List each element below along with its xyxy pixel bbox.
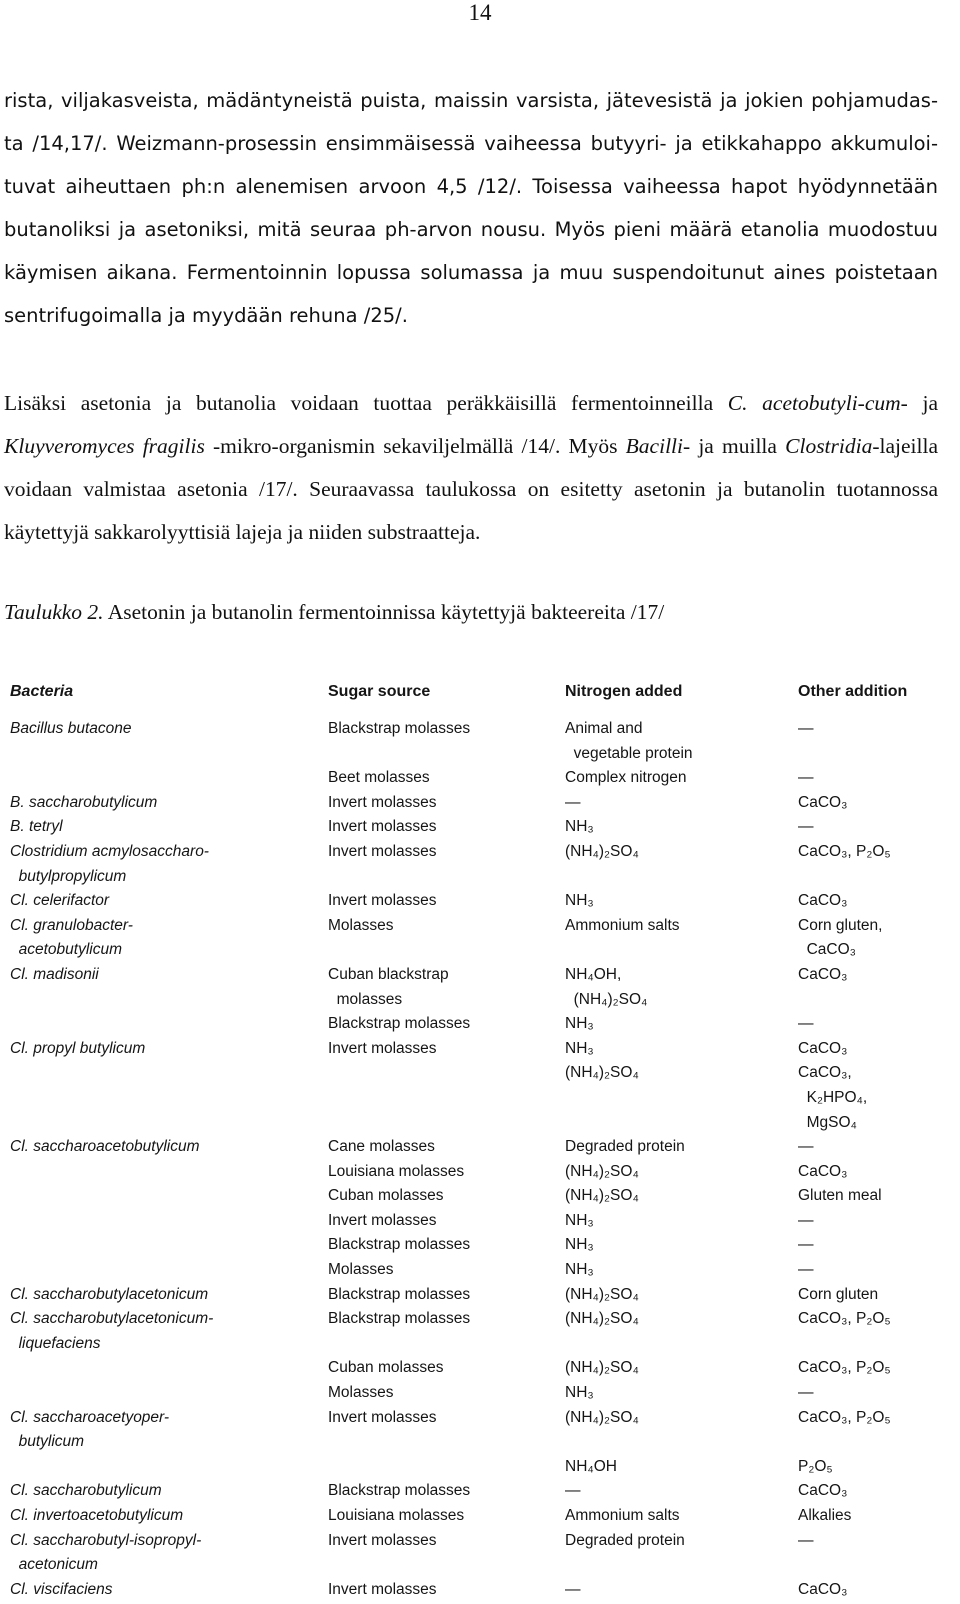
table-caption [4,594,938,630]
cell-sugar-source: Invert molasses [328,892,437,910]
cell-sugar-source: Cuban molasses [328,1359,444,1377]
text-segment: ja [907,391,938,415]
cell-other-addition: — [798,1138,814,1156]
cell-nitrogen-added: (NH₄)₂SO₄ [565,1285,639,1303]
table-row [10,1406,940,1455]
cell-nitrogen-added: — [565,1580,581,1598]
cell-nitrogen-added: NH₃ [565,818,594,836]
italic-term: Kluyveromyces fragilis [4,434,205,458]
text-segment: ja muilla [690,434,786,458]
cell-sugar-source: Blackstrap molasses [328,1236,471,1254]
cell-bacteria: Cl. saccharobutylacetonicum- liquefaciens [10,1310,214,1352]
cell-sugar-source: Blackstrap molasses [328,1482,471,1500]
table-row [10,1283,940,1308]
table-body [10,717,940,1602]
cell-sugar-source: Invert molasses [328,818,437,836]
cell-bacteria: Cl. saccharobutyl-isopropyl- acetonicum [10,1531,202,1574]
cell-bacteria [10,1233,328,1258]
cell-other-addition: — [798,818,814,836]
table-row [10,1209,940,1234]
cell-bacteria: Cl. granulobacter- acetobutylicum [10,916,133,959]
cell-bacteria: Cl. viscifaciens [10,1580,113,1598]
cell-nitrogen-added: — [565,793,581,811]
table-row [10,914,940,963]
cell-other-addition: CaCO₃ [798,1580,848,1598]
cell-nitrogen-added: (NH₄)₂SO₄ [565,842,639,860]
cell-other-addition: CaCO₃ [798,1039,848,1057]
cell-nitrogen-added: (NH₄)₂SO₄ [565,1162,639,1180]
cell-sugar-source [328,1061,565,1135]
cell-sugar-source: Invert molasses [328,1580,437,1598]
table-header-row [10,683,940,717]
cell-bacteria: Clostridium acmylosaccharo- butylpropylicum [10,842,209,885]
cell-nitrogen-added: NH₃ [565,1236,594,1254]
cell-bacteria [10,1258,328,1283]
cell-bacteria: Cl. madisonii [10,965,99,983]
cell-bacteria [10,766,328,791]
cell-other-addition: CaCO₃ [798,965,848,983]
cell-other-addition: — [798,769,814,787]
cell-other-addition: CaCO₃ [798,892,848,910]
cell-nitrogen-added: NH₃ [565,1384,594,1402]
text-segment: Lisäksi asetonia ja butanolia voidaan tuottaa peräkkäisillä fermentoinneilla [4,391,728,415]
cell-nitrogen-added: NH₃ [565,1015,594,1033]
text-segment: rista, viljakasveista, mädäntyneistä puista, maissin varsista, jätevesistä ja jokien pohjamudas-ta /14,17/. Weizmann-prosessin ensimmäisessä vaiheessa butyyri- ja etikkahappo akkumuloi-tuvat aiheuttaen ph:n alenemisen arvoon 4,5 /12/. Toisessa vaiheessa hapot hyödynnetään butanoliksi ja asetoniksi, mitä seuraa ph-arvon nousu. Myös pieni määrä etanolia muodostuu käymisen aikana. Fermentoinnin lopussa solumassa ja muu suspendoitunut aines poistetaan sentrifugoimalla ja myydään rehuna /25/. [4,89,938,327]
cell-bacteria [10,1012,328,1037]
cell-nitrogen-added: Ammonium salts [565,1507,680,1524]
table-row [10,766,940,791]
cell-bacteria [10,1184,328,1209]
table-row [10,1184,940,1209]
cell-nitrogen-added: Degraded protein [565,1138,685,1156]
cell-other-addition: Corn gluten [798,1285,879,1303]
cell-sugar-source: Cuban molasses [328,1187,444,1205]
table-row [10,1160,940,1185]
table-row [10,1455,940,1480]
cell-other-addition: Corn gluten, CaCO₃ [798,916,883,959]
cell-sugar-source: Molasses [328,1384,394,1402]
cell-bacteria: Cl. celerifactor [10,892,110,910]
cell-other-addition: CaCO₃, P₂O₅ [798,842,891,860]
cell-sugar-source: Blackstrap molasses [328,1310,471,1328]
cell-sugar-source: Blackstrap molasses [328,1285,471,1303]
cell-nitrogen-added: NH₃ [565,892,594,910]
cell-sugar-source: Louisiana molasses [328,1507,465,1524]
cell-nitrogen-added: (NH₄)₂SO₄ [565,1064,639,1082]
cell-sugar-source: Beet molasses [328,769,430,787]
cell-sugar-source: Invert molasses [328,793,437,811]
cell-bacteria: Cl. saccharobutylicum [10,1482,162,1500]
cell-bacteria: Cl. propyl butylicum [10,1039,146,1057]
cell-nitrogen-added: NH₄OH [565,1457,617,1475]
cell-bacteria [10,1356,328,1381]
cell-other-addition: CaCO₃ [798,793,848,811]
paragraph-2 [4,382,938,554]
table-row [10,1258,940,1283]
cell-bacteria [10,1455,328,1480]
cell-other-addition: CaCO₃, P₂O₅ [798,1359,891,1377]
cell-other-addition: P₂O₅ [798,1457,833,1475]
table-row [10,815,940,840]
cell-sugar-source: Invert molasses [328,1408,437,1426]
table-row [10,791,940,816]
cell-bacteria: B. saccharobutylicum [10,793,158,811]
table-caption-label: Taulukko 2. [4,600,104,624]
table-row [10,1012,940,1037]
cell-nitrogen-added: (NH₄)₂SO₄ [565,1310,639,1328]
table-row [10,1529,940,1578]
cell-sugar-source: Cane molasses [328,1138,435,1156]
table-row [10,1233,940,1258]
cell-other-addition: — [798,720,814,737]
cell-sugar-source [328,1455,565,1480]
cell-nitrogen-added: NH₃ [565,1039,594,1057]
cell-other-addition: — [798,1236,814,1254]
cell-bacteria [10,1381,328,1406]
cell-other-addition: CaCO₃ [798,1482,848,1500]
cell-other-addition: CaCO₃, K₂HPO₄, MgSO₄ [798,1064,868,1131]
cell-nitrogen-added: (NH₄)₂SO₄ [565,1359,639,1377]
cell-nitrogen-added: Ammonium salts [565,916,680,934]
cell-other-addition: CaCO₃ [798,1162,848,1180]
table-row [10,1479,940,1504]
cell-bacteria: Cl. saccharoacetyoper- butylicum [10,1408,170,1451]
cell-nitrogen-added: (NH₄)₂SO₄ [565,1187,639,1205]
table-row [10,717,940,766]
cell-bacteria: B. tetryl [10,818,63,836]
cell-nitrogen-added: (NH₄)₂SO₄ [565,1408,639,1426]
cell-sugar-source: Invert molasses [328,1531,437,1549]
table-row [10,1061,940,1135]
cell-nitrogen-added: NH₃ [565,1211,594,1229]
cell-sugar-source: Blackstrap molasses [328,720,471,737]
text-segment: -mikro-organismin sekaviljelmällä /14/. Myös [204,434,626,458]
cell-other-addition: — [798,1531,814,1549]
cell-sugar-source: Invert molasses [328,842,437,860]
text-segment: -lajeilla voidaan valmistaa asetonia /17/. Seuraavassa taulukossa on esitetty asetonin ja butanolin tuotannossa käytettyjä sakkarolyyttisiä lajeja ja niiden substraatteja. [4,434,938,544]
cell-other-addition: — [798,1261,814,1279]
cell-nitrogen-added: NH₃ [565,1261,594,1279]
cell-sugar-source: Invert molasses [328,1211,437,1229]
cell-sugar-source: Louisiana molasses [328,1162,465,1180]
cell-sugar-source: Blackstrap molasses [328,1015,471,1033]
paragraph-1 [4,79,938,337]
cell-sugar-source: Molasses [328,916,394,934]
table-row [10,1135,940,1160]
table-row [10,1578,940,1603]
table-row [10,1037,940,1062]
table-row [10,840,940,889]
cell-bacteria [10,1061,328,1135]
header-other-addition: Other addition [798,683,908,700]
cell-nitrogen-added: — [565,1482,581,1500]
cell-other-addition: — [798,1015,814,1033]
header-sugar-source: Sugar source [328,683,431,700]
cell-sugar-source: Molasses [328,1261,394,1279]
header-bacteria: Bacteria [10,683,74,700]
italic-term: Clostridia [785,434,873,458]
cell-other-addition: — [798,1211,814,1229]
italic-term: C. acetobutyli-cum- [727,391,908,415]
cell-bacteria: Cl. saccharoacetobutylicum [10,1138,200,1156]
cell-sugar-source: Cuban blackstrap molasses [328,965,449,1008]
bacteria-table [10,683,940,1602]
table-row [10,1356,940,1381]
table-row [10,889,940,914]
cell-sugar-source: Invert molasses [328,1039,437,1057]
cell-bacteria: Cl. invertoacetobutylicum [10,1507,184,1524]
cell-nitrogen-added: Degraded protein [565,1531,685,1549]
table-row [10,963,940,1012]
cell-nitrogen-added: Animal and vegetable protein [565,720,693,762]
cell-bacteria: Cl. saccharobutylacetonicum [10,1285,209,1303]
cell-bacteria [10,1160,328,1185]
cell-other-addition: — [798,1384,814,1402]
cell-other-addition: Gluten meal [798,1187,882,1205]
cell-other-addition: CaCO₃, P₂O₅ [798,1408,891,1426]
cell-nitrogen-added: Complex nitrogen [565,769,687,787]
cell-bacteria: Bacillus butacone [10,720,132,737]
cell-bacteria [10,1209,328,1234]
table-row [10,1307,940,1356]
cell-nitrogen-added: NH₄OH, (NH₄)₂SO₄ [565,965,648,1008]
table-caption-text: Asetonin ja butanolin fermentoinnissa käytettyjä bakteereita /17/ [103,600,665,624]
table-row [10,1381,940,1406]
page-number: 14 [468,0,492,25]
header-nitrogen-added: Nitrogen added [565,683,683,700]
table-row [10,1504,940,1529]
cell-other-addition: Alkalies [798,1507,852,1524]
italic-term: Bacilli- [625,434,691,458]
cell-other-addition: CaCO₃, P₂O₅ [798,1310,891,1328]
